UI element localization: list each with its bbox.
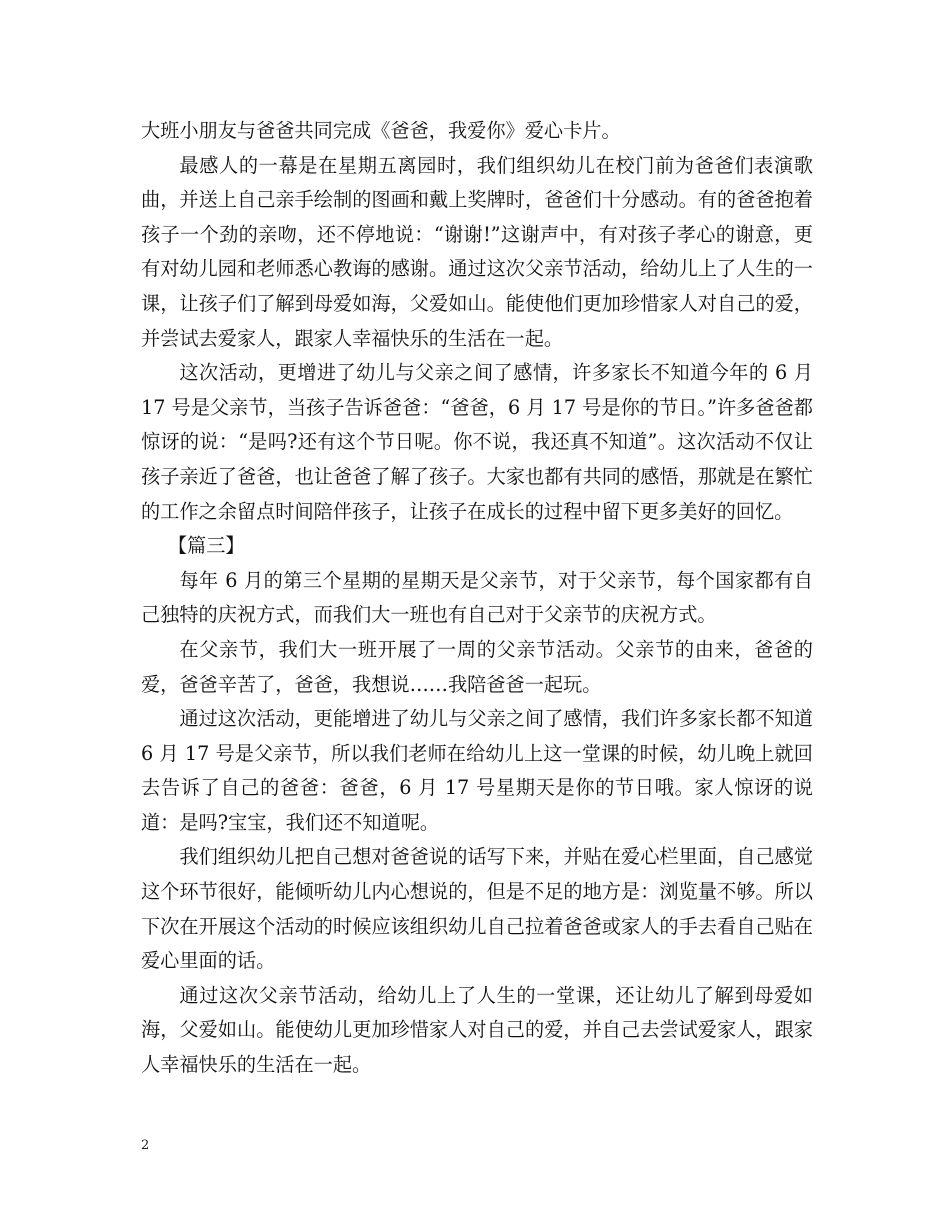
paragraph: 我们组织幼儿把自己想对爸爸说的话写下来，并贴在爱心栏里面，自己感觉这个环节很好，能倾听幼儿内心想说的，但是不足的地方是：浏览量不够。所以下次在开展这个活动的时候应该组织幼儿自己拉着爸爸或家人的手去看自己贴在爱心里面的话。 bbox=[141, 845, 813, 973]
section-heading: 【篇三】 bbox=[167, 534, 245, 558]
paragraph: 最感人的一幕是在星期五离园时，我们组织幼儿在校门前为爸爸们表演歌曲，并送上自己亲手绘制的图画和戴上奖牌时，爸爸们十分感动。有的爸爸抱着孩子一个劲的亲吻，还不停地说：“谢谢!”这谢声中，有对孩子孝心的谢意，更有对幼儿园和老师悉心教诲的感谢。通过这次父亲节活动，给幼儿上了人生的一课，让孩子们了解到母爱如海，父爱如山。能使他们更加珍惜家人对自己的爱，并尝试去爱家人，跟家人幸福快乐的生活在一起。 bbox=[141, 153, 813, 350]
paragraph: 每年 6 月的第三个星期的星期天是父亲节，对于父亲节，每个国家都有自己独特的庆祝方式，而我们大一班也有自己对于父亲节的庆祝方式。 bbox=[141, 568, 813, 627]
paragraph: 通过这次活动，更能增进了幼儿与父亲之间了感情，我们许多家长都不知道 6 月 17 号是父亲节，所以我们老师在给幼儿上这一堂课的时候，幼儿晚上就回去告诉了自己的爸爸：爸爸，6 月 17 号星期天是你的节日哦。家人惊讶的说道：是吗?宝宝，我们还不知道呢。 bbox=[141, 707, 813, 834]
paragraph-continuation: 大班小朋友与爸爸共同完成《爸爸，我爱你》爱心卡片。 bbox=[141, 119, 621, 142]
paragraph: 这次活动，更增进了幼儿与父亲之间了感情，许多家长不知道今年的 6 月 17 号是父亲节，当孩子告诉爸爸：“爸爸，6 月 17 号是你的节日。”许多爸爸都惊讶的说：“是吗?还有这个节日呢。你不说，我还真不知道”。这次活动不仅让孩子亲近了爸爸，也让爸爸了解了孩子。大家也都有共同的感悟，那就是在繁忙的工作之余留点时间陪伴孩子，让孩子在成长的过程中留下更多美好的回忆。 bbox=[141, 361, 813, 523]
paragraph: 在父亲节，我们大一班开展了一周的父亲节活动。父亲节的由来，爸爸的爱，爸爸辛苦了，爸爸，我想说……我陪爸爸一起玩。 bbox=[141, 637, 813, 696]
paragraph: 通过这次父亲节活动，给幼儿上了人生的一堂课，还让幼儿了解到母爱如海，父爱如山。能使幼儿更加珍惜家人对自己的爱，并自己去尝试爱家人，跟家人幸福快乐的生活在一起。 bbox=[141, 983, 813, 1077]
page-number: 2 bbox=[141, 1138, 150, 1153]
document-body bbox=[141, 114, 813, 1083]
